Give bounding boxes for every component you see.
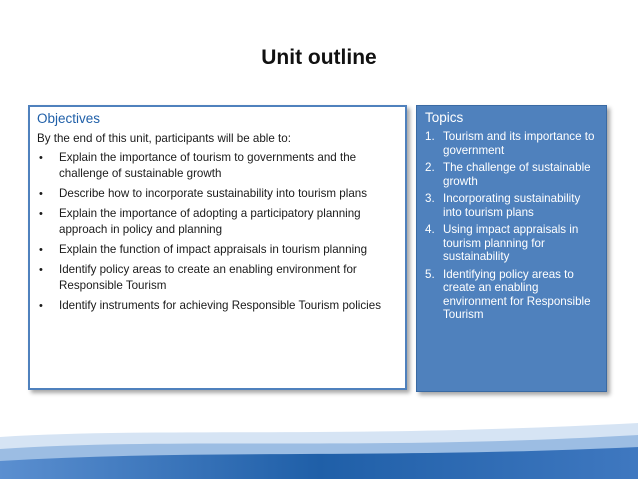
bullet-icon: • <box>39 300 43 312</box>
topic-number: 4. <box>425 223 435 236</box>
topic-item <box>425 161 598 188</box>
topic-text: The challenge of sustainable growth <box>443 161 591 188</box>
topics-heading: Topics <box>425 110 464 125</box>
bullet-icon: • <box>39 152 43 164</box>
objectives-intro: By the end of this unit, participants will be able to: <box>37 132 291 145</box>
topics-list <box>425 130 598 322</box>
objective-text: Explain the importance of tourism to governments and the challenge of sustainable growth <box>59 151 357 180</box>
objective-text: Identify policy areas to create an enabling environment for Responsible Tourism <box>59 263 357 292</box>
topic-item <box>425 268 598 322</box>
objective-text: Identify instruments for achieving Responsible Tourism policies <box>59 299 381 312</box>
bullet-icon: • <box>39 244 43 256</box>
objective-text: Explain the importance of adopting a participatory planning approach in policy and planning <box>59 207 361 236</box>
topic-number: 3. <box>425 192 435 205</box>
objective-item <box>37 262 398 294</box>
topic-item <box>425 192 598 219</box>
footer-wave-decoration <box>0 409 638 479</box>
topic-number: 2. <box>425 161 435 174</box>
slide-title: Unit outline <box>261 46 377 69</box>
objective-text: Describe how to incorporate sustainability into tourism plans <box>59 187 368 200</box>
bullet-icon: • <box>39 208 43 220</box>
topic-text: Using impact appraisals in tourism planning for sustainability <box>443 223 579 263</box>
topic-text: Incorporating sustainability into tourism plans <box>443 192 581 219</box>
bullet-icon: • <box>39 264 43 276</box>
topic-text: Identifying policy areas to create an enabling environment for Responsible Tourism <box>443 267 591 321</box>
objectives-heading: Objectives <box>37 111 101 126</box>
objective-item <box>37 206 398 238</box>
objective-item <box>37 298 398 314</box>
objectives-list <box>37 150 398 314</box>
objective-text: Explain the function of impact appraisals in tourism planning <box>59 243 368 256</box>
objective-item <box>37 186 398 202</box>
objective-item <box>37 150 398 182</box>
topics-box <box>416 105 607 392</box>
objectives-box <box>28 105 407 390</box>
bullet-icon: • <box>39 188 43 200</box>
topic-number: 1. <box>425 130 435 143</box>
topic-number: 5. <box>425 267 435 281</box>
topic-item <box>425 223 598 264</box>
objective-item <box>37 242 398 258</box>
topic-text: Tourism and its importance to government <box>443 130 595 157</box>
topic-item <box>425 130 598 157</box>
